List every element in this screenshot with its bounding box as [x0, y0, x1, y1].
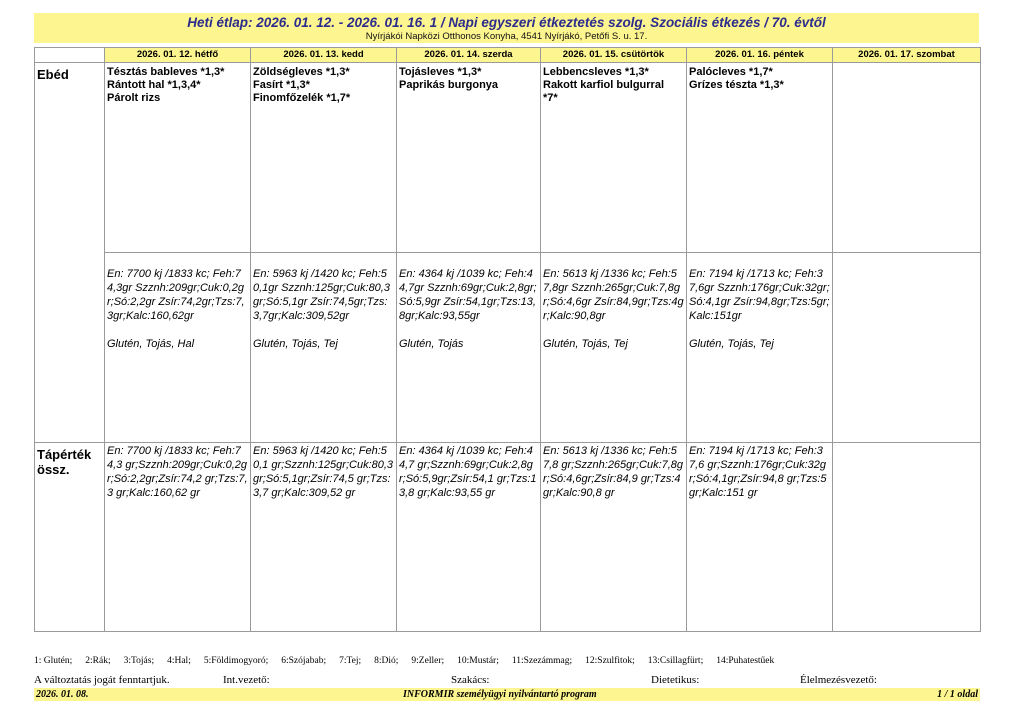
legend-item: 5:Földimogyoró;	[203, 656, 269, 666]
allergen-text: Glutén, Tojás, Tej	[689, 338, 774, 350]
footer-date: 2026. 01. 08.	[36, 689, 89, 700]
menu-table	[34, 47, 981, 632]
legend-item: 6:Szójabab;	[281, 656, 327, 666]
allergen-text: Glutén, Tojás	[399, 338, 464, 350]
nutrition-cell	[105, 253, 251, 443]
ebed-dishes-row	[35, 63, 981, 253]
allergen-text: Glutén, Tojás, Tej	[543, 338, 628, 350]
dish-cell-empty	[833, 63, 981, 253]
legend-item: 8:Dió;	[374, 656, 399, 666]
total-cell: En: 7700 kj /1833 kc; Feh:74,3 gr;Szznh:209gr;Cuk:0,2gr;Só:2,2gr;Zsír:74,2 gr;Tzs:7,3 gr;Kalc:160,62 gr	[105, 443, 251, 632]
dish-cell	[687, 63, 833, 253]
row-label-line: össz.	[37, 462, 70, 477]
nutrition-text: En: 5613 kj /1336 kc; Feh:57,8gr Szznh:265gr;Cuk:7,8gr;Só:4,6gr Zsír:84,9gr;Tzs:4gr;Kalc:90,8gr	[543, 268, 684, 322]
dish-name: Rántott hal *1,3,4*	[107, 79, 201, 91]
page-footer	[34, 688, 980, 701]
row-label-tapertek	[35, 443, 105, 632]
legend-item: 3:Tojás;	[123, 656, 155, 666]
dish-name: Tésztás bableves *1,3*	[107, 66, 225, 78]
dish-name: Palócleves *1,7*	[689, 66, 773, 78]
legend-item: 9:Zeller;	[411, 656, 445, 666]
dish-cell	[397, 63, 541, 253]
legend-item: 4:Hal;	[167, 656, 191, 666]
dish-name: Tojásleves *1,3*	[399, 66, 482, 78]
dish-name: Rakott karfiol bulgurral	[543, 79, 665, 91]
nutrition-text: En: 5963 kj /1420 kc; Feh:50,1gr Szznh:125gr;Cuk:80,3gr;Só:5,1gr Zsír:74,5gr;Tzs:3,7gr;Kalc:309,52gr	[253, 268, 390, 322]
nutrition-cell	[251, 253, 397, 443]
allergen-text: Glutén, Tojás, Hal	[107, 338, 195, 350]
day-header: 2026. 01. 17. szombat	[833, 48, 981, 63]
dish-name: Párolt rizs	[107, 92, 161, 104]
legend-item: 7:Tej;	[339, 656, 362, 666]
row-label-line: Tápérték	[37, 447, 92, 462]
legend-item: 1: Glutén;	[34, 656, 73, 666]
tapertek-row	[35, 443, 981, 632]
nutrition-text: En: 7700 kj /1833 kc; Feh:74,3gr Szznh:209gr;Cuk:0,2gr;Só:2,2gr Zsír:74,2gr;Tzs:7,3gr;Kalc:160,62gr	[107, 268, 245, 322]
footer-program: INFORMIR személyügyi nyilvántartó program	[403, 689, 597, 700]
dish-cell	[251, 63, 397, 253]
nutrition-cell-empty	[833, 253, 981, 443]
dish-name: Grízes tészta *1,3*	[689, 79, 784, 91]
legend-item: 2:Rák;	[85, 656, 111, 666]
nutrition-cell	[397, 253, 541, 443]
day-header: 2026. 01. 15. csütörtök	[541, 48, 687, 63]
nutrition-cell	[687, 253, 833, 443]
dish-cell	[105, 63, 251, 253]
day-header: 2026. 01. 12. hétfő	[105, 48, 251, 63]
page-title: Heti étlap: 2026. 01. 12. - 2026. 01. 16. 1 / Napi egyszeri étkeztetés szolg. Szociális étkezés / 70. évtől	[187, 15, 826, 30]
legend-item: 12:Szulfitok;	[585, 656, 635, 666]
legend-item: 14:Puhatestűek	[716, 656, 775, 666]
elelmezesvezeto-label: Élelmezésvezető:	[800, 674, 877, 686]
legend-item: 10:Mustár;	[457, 656, 499, 666]
dish-name: Zöldségleves *1,3*	[253, 66, 350, 78]
szakacs-label: Szakács:	[451, 674, 490, 686]
nutrition-cell	[541, 253, 687, 443]
total-cell-empty	[833, 443, 981, 632]
corner-cell	[35, 48, 105, 63]
day-header: 2026. 01. 14. szerda	[397, 48, 541, 63]
dish-name: Paprikás burgonya	[399, 79, 499, 91]
footer-page: 1 / 1 oldal	[937, 689, 978, 700]
allergen-text: Glutén, Tojás, Tej	[253, 338, 338, 350]
row-label-ebed: Ebéd	[35, 63, 105, 443]
dish-cell	[541, 63, 687, 253]
ebed-nutrition-row	[35, 253, 981, 443]
legend-item: 11:Szezámmag;	[511, 656, 573, 666]
total-cell: En: 7194 kj /1713 kc; Feh:37,6 gr;Szznh:176gr;Cuk:32gr;Só:4,1gr;Zsír:94,8 gr;Tzs:5 gr;Kalc:151 gr	[687, 443, 833, 632]
dish-name: *7*	[543, 92, 558, 104]
day-header: 2026. 01. 13. kedd	[251, 48, 397, 63]
nutrition-text: En: 4364 kj /1039 kc; Feh:44,7gr Szznh:69gr;Cuk:2,8gr;Só:5,9gr Zsír:54,1gr;Tzs:13,8gr;Kalc:93,55gr	[399, 268, 537, 322]
dietetikus-label: Dietetikus:	[651, 674, 700, 686]
total-cell: En: 5613 kj /1336 kc; Feh:57,8 gr;Szznh:265gr;Cuk:7,8gr;Só:4,6gr;Zsír:84,9 gr;Tzs:4 gr;Kalc:90,8 gr	[541, 443, 687, 632]
nutrition-text: En: 7194 kj /1713 kc; Feh:37,6gr Szznh:176gr;Cuk:32gr;Só:4,1gr Zsír:94,8gr;Tzs:5gr;Kalc:151gr	[689, 268, 830, 322]
total-cell: En: 5963 kj /1420 kc; Feh:50,1 gr;Szznh:125gr;Cuk:80,3gr;Só:5,1gr;Zsír:74,5 gr;Tzs:3,7 gr;Kalc:309,52 gr	[251, 443, 397, 632]
allergen-legend	[34, 656, 980, 666]
day-header-row	[35, 48, 981, 63]
legend-item: 13:Csillagfürt;	[647, 656, 704, 666]
dish-name: Lebbencsleves *1,3*	[543, 66, 649, 78]
page-header	[34, 13, 979, 43]
total-cell: En: 4364 kj /1039 kc; Feh:44,7 gr;Szznh:69gr;Cuk:2,8gr;Só:5,9gr;Zsír:54,1 gr;Tzs:13,8 gr;Kalc:93,55 gr	[397, 443, 541, 632]
int-vezeto-label: Int.vezető:	[223, 674, 270, 686]
rights-note: A változtatás jogát fenntartjuk.	[34, 674, 170, 686]
dish-name: Fasírt *1,3*	[253, 79, 310, 91]
page-subtitle: Nyírjákói Napközi Otthonos Konyha, 4541 Nyírjákó, Petőfi S. u. 17.	[365, 31, 648, 42]
day-header: 2026. 01. 16. péntek	[687, 48, 833, 63]
dish-name: Finomfőzelék *1,7*	[253, 92, 351, 104]
